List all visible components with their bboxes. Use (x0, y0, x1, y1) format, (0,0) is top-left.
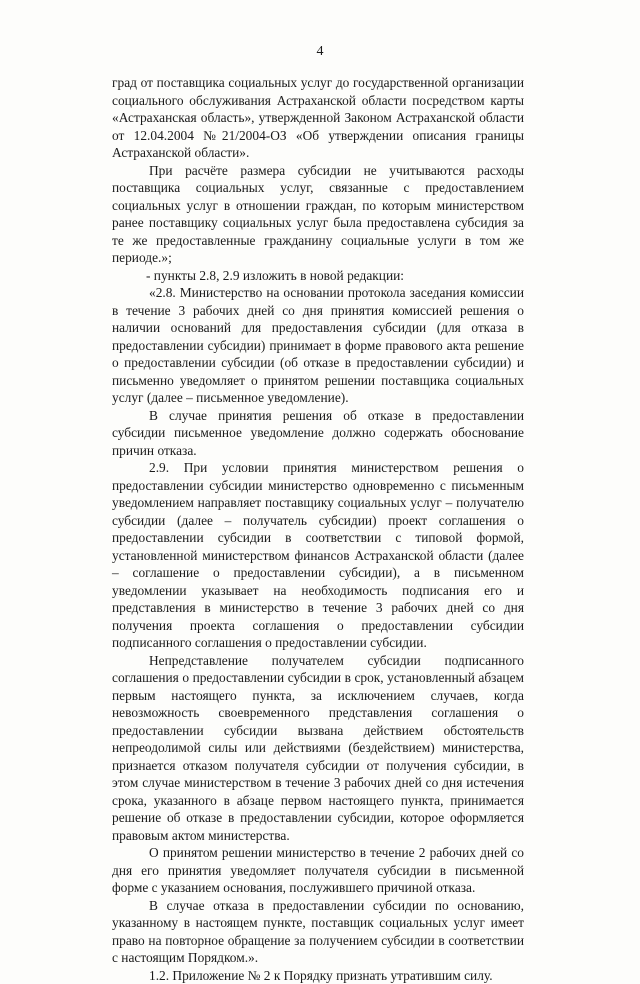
paragraph: 2.9. При условии принятия министерством решения о предоставлении субсидии министерство одновременно с письменным уведомлением направляет поставщику социальных услуг – получателю субсидии (далее – получатель субсидии) проект соглашения о предоставлении субсидии в соответствии с типовой формой, установленной министерством финансов Астраханской области (далее – соглашение о предоставлении субсидии), а в письменном уведомлении указывает на необходимость подписания его и представления в министерство в течение 3 рабочих дней со дня получения проекта соглашения о предоставлении субсидии подписанного соглашения о предоставлении субсидии. (112, 459, 524, 652)
paragraph: Непредставление получателем субсидии подписанного соглашения о предоставлении субсидии в срок, установленный абзацем первым настоящего пункта, за исключением случаев, когда невозможность своевременного представления соглашения о предоставлении субсидии вызвана действием обстоятельств непреодолимой силы или действиями (бездействием) министерства, признается отказом получателя субсидии от получения субсидии, в этом случае министерством в течение 3 рабочих дней со дня истечения срока, указанного в абзаце первом настоящего пункта, принимается решение об отказе в предоставлении субсидии, которое оформляется правовым актом министерства. (112, 652, 524, 845)
document-body (112, 74, 524, 984)
paragraph: При расчёте размера субсидии не учитываются расходы поставщика социальных услуг, связанные с предоставлением социальных услуг в отношении граждан, по которым министерством ранее поставщику социальных услуг была предоставлена субсидия за те же предоставленные гражданину социальные услуги в том же периоде.»; (112, 162, 524, 267)
paragraph: В случае отказа в предоставлении субсидии по основанию, указанному в настоящем пункте, поставщик социальных услуг имеет право на повторное обращение за получением субсидии в соответствии с настоящим Порядком.». (112, 897, 524, 967)
paragraph: град от поставщика социальных услуг до государственной организации социального обслуживания Астраханской области посредством карты «Астраханская область», утвержденной Законом Астраханской области от 12.04.2004 №21/2004-ОЗ «Об утверждении описания границы Астраханской области». (112, 74, 524, 162)
paragraph: 1.2. Приложение № 2 к Порядку признать утратившим силу. (112, 967, 524, 984)
paragraph: - пункты 2.8, 2.9 изложить в новой редакции: (112, 267, 524, 285)
page-number: 4 (0, 44, 640, 60)
paragraph: «2.8. Министерство на основании протокола заседания комиссии в течение 3 рабочих дней со дня принятия комиссией решения о наличии оснований для предоставления субсидии (для отказа в предоставлении субсидии) принимает в форме правового акта решение о предоставлении субсидии (об отказе в предоставлении субсидии) и письменно уведомляет о принятом решении поставщика социальных услуг (далее – письменное уведомление). (112, 284, 524, 407)
paragraph: О принятом решении министерство в течение 2 рабочих дней со дня его принятия уведомляет получателя субсидии в письменной форме с указанием основания, послужившего причиной отказа. (112, 844, 524, 897)
paragraph: В случае принятия решения об отказе в предоставлении субсидии письменное уведомление должно содержать обоснование причин отказа. (112, 407, 524, 460)
